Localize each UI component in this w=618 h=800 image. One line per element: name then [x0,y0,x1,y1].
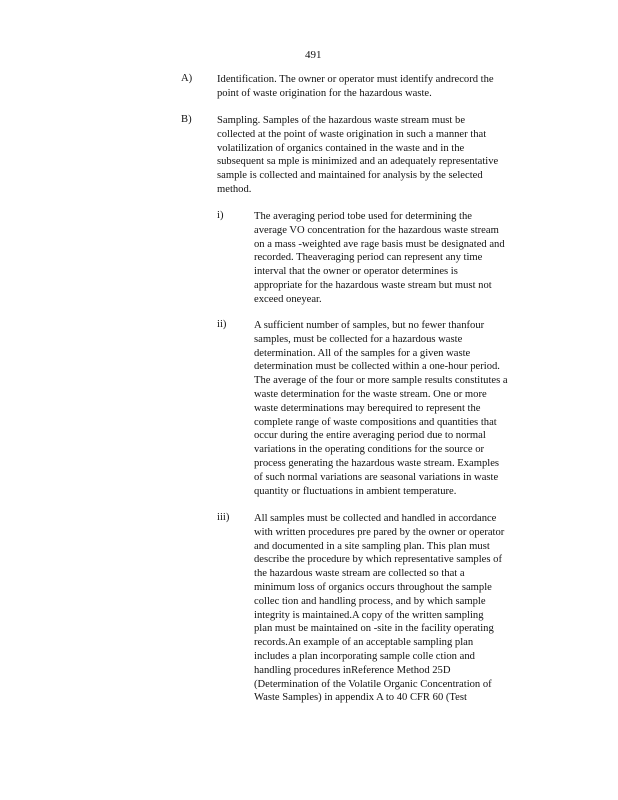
text-line: volatilization of organics contained in the waste and in the [217,142,465,154]
text-line: integrity is maintained.A copy of the written sampling [254,609,484,621]
text-line: The averaging period tobe used for determining the [254,211,472,222]
page-number: 491 [305,49,322,61]
text-line: collec tion and handling process, and by which sample [254,595,486,607]
text-line: method. [217,183,252,195]
text-line: determination must be collected within a one-hour period. [254,361,500,373]
text-line: and documented in a site sampling plan. This plan must [254,540,490,552]
text-line: with written procedures pre pared by the owner or operator [254,526,505,538]
text-line: (Determination of the Volatile Organic Concentration of [254,678,492,690]
text-line: Sampling. Samples of the hazardous waste stream must be [217,115,466,126]
text-line: includes a plan incorporating sample colle ction and [254,650,475,662]
text-line: All samples must be collected and handled in accordance [254,513,497,524]
text-line: Waste Samples) in appendix A to 40 CFR 60 (Test [254,692,467,704]
text-line: occur during the entire averaging period due to normal [254,430,486,442]
text-line: describe the procedure by which representative samples of [254,554,502,566]
text-line: point of waste origination for the hazardous waste. [217,87,432,99]
section-b-text [217,114,532,197]
text-line: samples, must be collected for a hazardous waste [254,333,463,345]
text-line: A sufficient number of samples, but no fewer thanfour [254,320,485,331]
subsection-i-label: i) [217,210,224,221]
text-line: plan must be maintained on -site in the facility operating [254,623,494,635]
text-line: sample is collected and maintained for analysis by the selected [217,170,483,182]
subsection-iii-label: iii) [217,512,230,523]
section-b-label: B) [181,114,192,125]
text-line: average VO concentration for the hazardous waste stream [254,224,499,236]
subsection-ii-label: ii) [217,319,227,330]
text-line: recorded. Theaveraging period can represent any time [254,252,483,264]
text-line: the hazardous waste stream are collected so that a [254,568,465,580]
subsection-ii-text [254,319,544,498]
text-line: collected at the point of waste origination in such a manner that [217,128,487,140]
text-line: minimum loss of organics occurs throughout the sample [254,581,492,593]
subsection-iii-text [254,512,534,705]
text-line: subsequent sa mple is minimized and an adequately representative [217,156,499,168]
text-line: on a mass -weighted ave rage basis must be designated and [254,238,505,250]
text-line: complete range of waste compositions and quantities that [254,416,497,428]
text-line: handling procedures inReference Method 25D [254,664,451,676]
text-line: waste determinations may berequired to represent the [254,402,481,414]
text-line: exceed oneyear. [254,293,322,305]
text-line: quantity or fluctuations in ambient temperature. [254,485,457,497]
section-a-text [217,73,532,101]
text-line: appropriate for the hazardous waste stream but must not [254,279,492,291]
text-line: records.An example of an acceptable sampling plan [254,637,474,649]
text-line: waste determination for the waste stream. One or more [254,388,487,400]
text-line: The average of the four or more sample results constitutes a [254,375,508,387]
text-line: of such normal variations are seasonal variations in waste [254,471,499,483]
text-line: interval that the owner or operator determines is [254,266,458,278]
section-a-label: A) [181,73,193,84]
text-line: determination. All of the samples for a given waste [254,347,471,359]
text-line: variations in the operating conditions for the source or [254,444,485,456]
subsection-i-text [254,210,534,307]
text-line: process generating the hazardous waste stream. Examples [254,457,500,469]
text-line: Identification. The owner or operator must identify andrecord the [217,74,494,85]
